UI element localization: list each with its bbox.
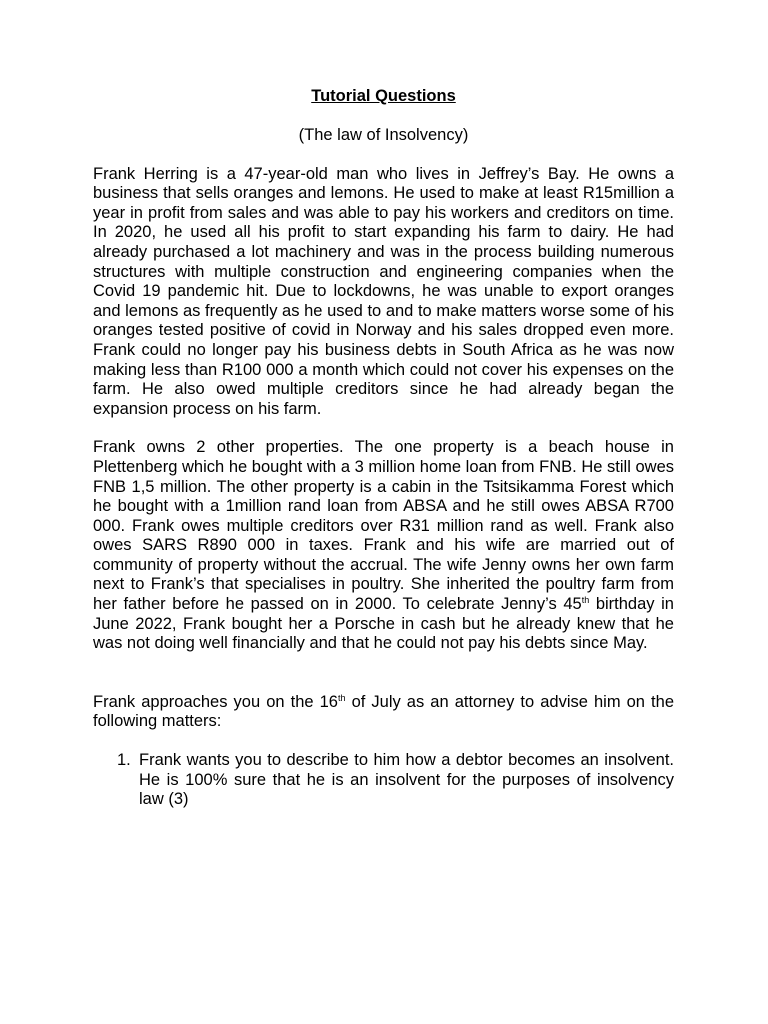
paragraph-approach [93, 693, 674, 732]
paragraph-approach-text-1: Frank approaches you on the 16 [93, 692, 338, 711]
question-number: 1. [117, 751, 131, 770]
document-subtitle: (The law of Insolvency) [298, 126, 469, 144]
ordinal-superscript: th [337, 692, 346, 703]
paragraph-case-facts: Frank Herring is a 47-year-old man who lives in Jeffrey’s Bay. He owns a business that sells oranges and lemons. He used to make at least R15million a year in profit from sales and was able to pay his workers and creditors on time. In 2020, he used all his profit to start expanding his farm to dairy. He had already purchased a lot machinery and was in the process building numerous structures with multiple construction and engineering companies when the Covid 19 pandemic hit. Due to lockdowns, he was unable to export oranges and lemons as frequently as he used to and to make matters worse some of his oranges tested positive of covid in Norway and his sales dropped even more. Frank could no longer pay his business debts in South Africa as he was now making less than R100 000 a month which could not cover his expenses on the farm. He also owed multiple creditors since he had already began the expansion process on his farm. [93, 164, 674, 418]
paragraph-properties-text-2: birthday in June 2022, Frank bought her a Porsche in cash but he already knew that he was not doing well financially and that he could not pay his debts since May. [93, 595, 674, 653]
ordinal-superscript: th [581, 595, 590, 606]
question-text: Frank wants you to describe to him how a debtor becomes an insolvent. He is 100% sure that he is an insolvent for the purposes of insolvency law (3) [139, 751, 674, 809]
document-body [93, 87, 674, 810]
paragraph-approach-text-2: of July as an attorney to advise him on the following matters: [93, 692, 674, 731]
question-list [93, 751, 674, 810]
list-item [93, 751, 674, 810]
paragraph-properties [93, 438, 674, 654]
document-title: Tutorial Questions [311, 87, 456, 105]
paragraph-properties-text-1: Frank owns 2 other properties. The one property is a beach house in Plettenberg which he bought with a 3 million home loan from FNB. He still owes FNB 1,5 million. The other property is a cabin in the Tsitsikamma Forest which he bought with a 1million rand loan from ABSA and he still owes ABSA R700 000. Frank owes multiple creditors over R31 million rand as well. Frank also owes SARS R890 000 in taxes. Frank and his wife are married out of community of property without the accrual. The wife Jenny owns her own farm next to Frank’s that specialises in poultry. She inherited the poultry farm from her father before he passed on in 2000. To celebrate Jenny’s 45 [93, 438, 674, 614]
